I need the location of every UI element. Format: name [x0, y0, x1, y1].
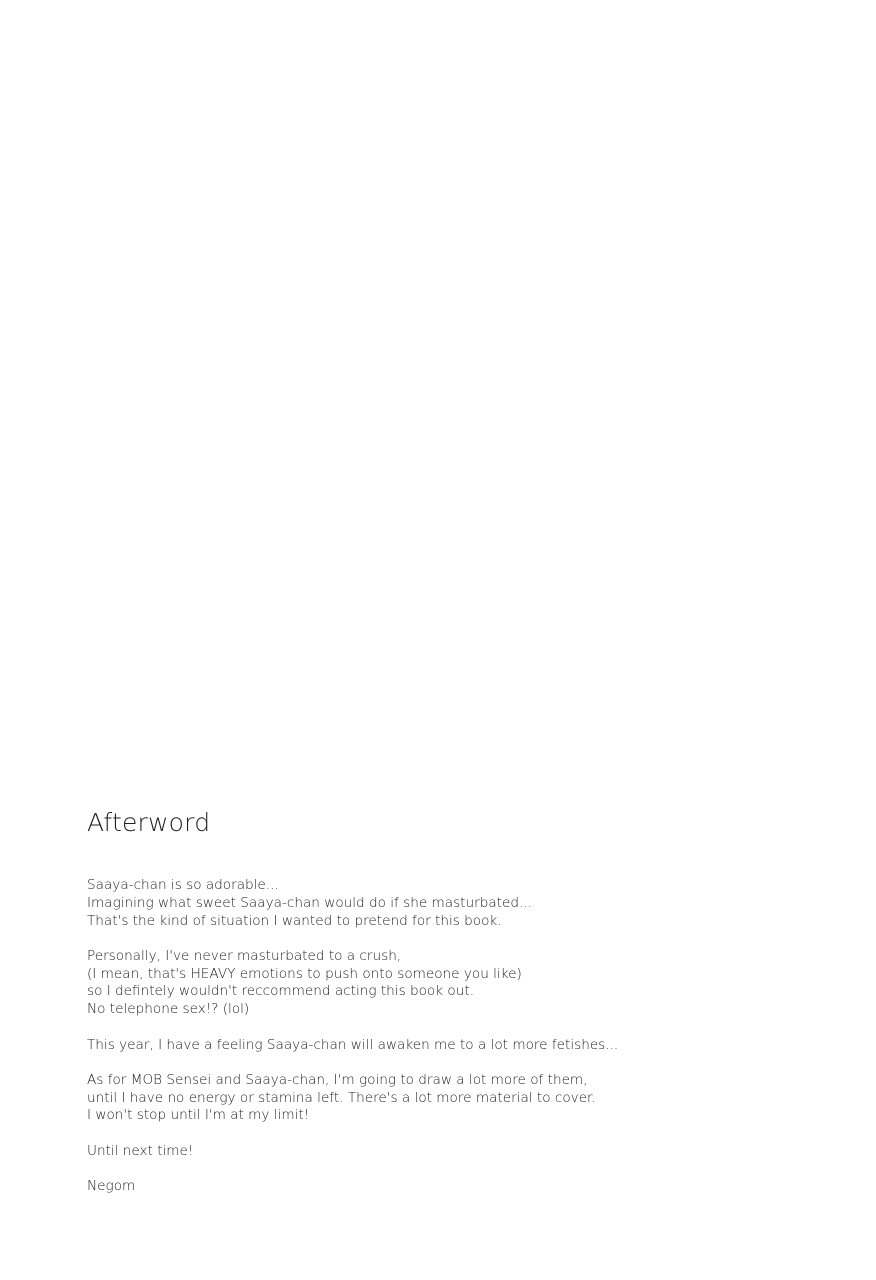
paragraph-2	[87, 948, 727, 1019]
text-line: That's the kind of situation I wanted to pretend for this book.	[87, 912, 502, 929]
text-line: Until next time!	[87, 1142, 194, 1159]
text-line: so I defintely wouldn't reccommend acting this book out.	[87, 983, 475, 1000]
text-line: This year, I have a feeling Saaya-chan will awaken me to a lot more fetishes...	[87, 1036, 619, 1053]
afterword-title: Afterword	[87, 808, 211, 837]
paragraph-1	[87, 877, 727, 930]
paragraph-5	[87, 1143, 727, 1161]
text-line: Personally, I've never masturbated to a crush,	[87, 947, 402, 964]
text-line: I won't stop until I'm at my limit!	[87, 1107, 310, 1124]
signature	[87, 1178, 727, 1196]
text-line: Imagining what sweet Saaya-chan would do if she masturbated...	[87, 894, 532, 911]
afterword-section	[87, 806, 727, 1213]
paragraph-4	[87, 1072, 727, 1125]
text-line: Saaya-chan is so adorable...	[87, 877, 279, 893]
text-line: No telephone sex!? (lol)	[87, 1001, 250, 1018]
text-line: (I mean, that's HEAVY emotions to push onto someone you like)	[87, 965, 522, 982]
text-line: until I have no energy or stamina left. There's a lot more material to cover.	[87, 1089, 596, 1106]
paragraph-3	[87, 1037, 727, 1055]
author-name: Negom	[87, 1178, 136, 1195]
text-line: As for MOB Sensei and Saaya-chan, I'm going to draw a lot more of them,	[87, 1071, 588, 1088]
